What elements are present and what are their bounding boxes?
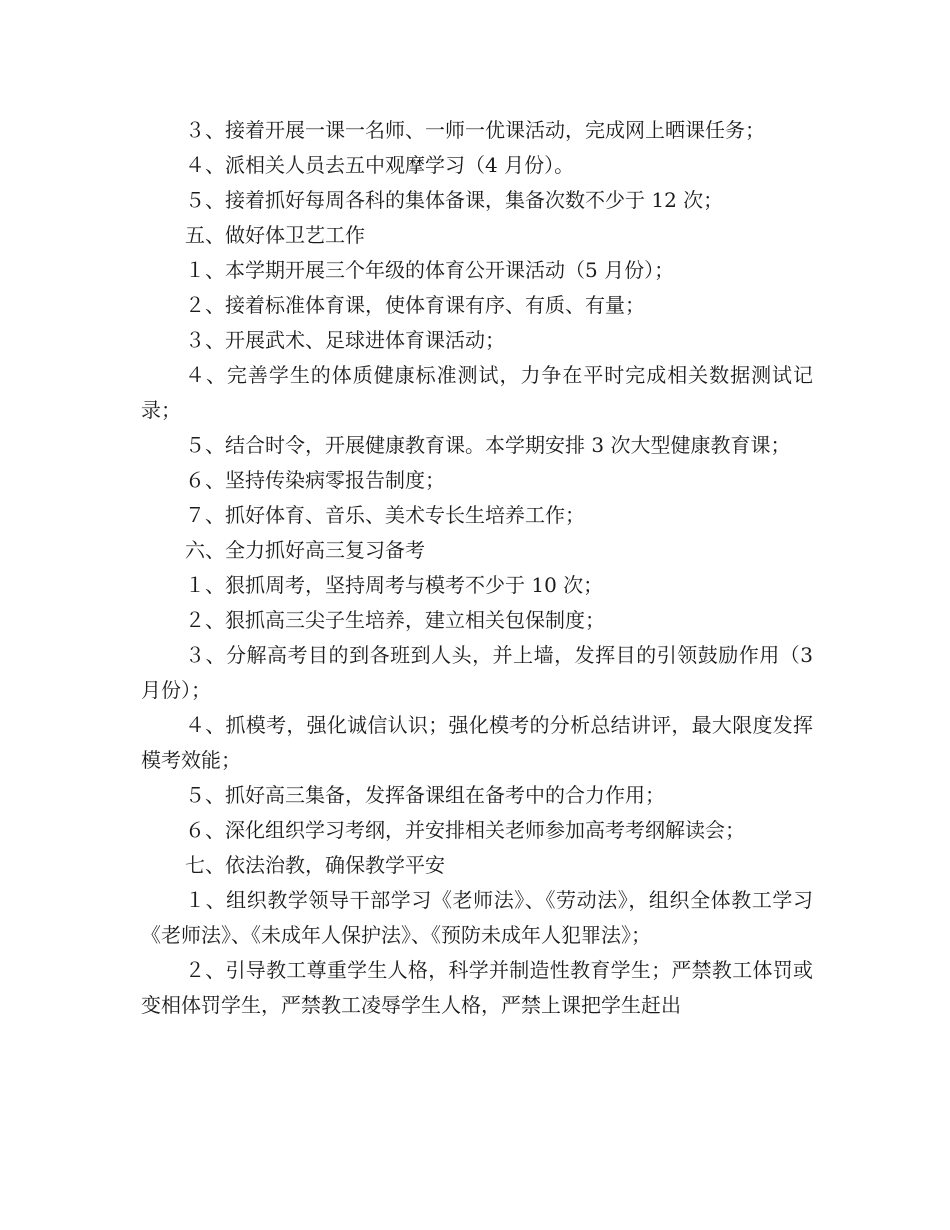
section-heading-6: 六、全力抓好高三复习备考 bbox=[185, 538, 425, 562]
paragraph-5: １、本学期开展三个年级的体育公开课活动（5 月份）； bbox=[185, 258, 675, 282]
paragraph-15: ３、分解高考目的到各班到人头，并上墙，发挥目的引领鼓励作用（3 月份）； bbox=[141, 643, 813, 702]
paragraph-13: １、狠抓周考，坚持周考与模考不少于 10 次； bbox=[185, 573, 604, 597]
paragraph-2: ４、派相关人员去五中观摩学习（4 月份）。 bbox=[185, 153, 575, 177]
section-heading-5: 五、做好体卫艺工作 bbox=[185, 223, 365, 247]
paragraph-17: ５、抓好高三集备，发挥备课组在备考中的合力作用； bbox=[185, 783, 665, 807]
paragraph-8: ４、完善学生的体质健康标准测试，力争在平时完成相关数据测试记录； bbox=[141, 363, 813, 422]
paragraph-18: ６、深化组织学习考纲，并安排相关老师参加高考考纲解读会； bbox=[185, 818, 745, 842]
paragraph-21: ２、引导教工尊重学生人格，科学并制造性教育学生；严禁教工体罚或变相体罚学生，严禁教工凌辱学生人格，严禁上课把学生赶出 bbox=[141, 958, 813, 1017]
paragraph-1: ３、接着开展一课一名师、一师一优课活动，完成网上晒课任务； bbox=[185, 118, 765, 142]
paragraph-14: ２、狠抓高三尖子生培养，建立相关包保制度； bbox=[185, 608, 605, 632]
paragraph-9: ５、结合时令，开展健康教育课。本学期安排 3 次大型健康教育课； bbox=[185, 433, 791, 457]
paragraph-20: １、组织教学领导干部学习《老师法》、《劳动法》，组织全体教工学习《老师法》、《未成年人保护法》、《预防未成年人犯罪法》； bbox=[141, 888, 813, 947]
paragraph-10: ６、坚持传染病零报告制度； bbox=[185, 468, 445, 492]
paragraph-3: ５、接着抓好每周各科的集体备课，集备次数不少于 12 次； bbox=[185, 188, 724, 212]
paragraph-6: ２、接着标准体育课，使体育课有序、有质、有量； bbox=[185, 293, 645, 317]
section-heading-7: 七、依法治教，确保教学平安 bbox=[185, 853, 445, 877]
paragraph-7: ３、开展武术、足球进体育课活动； bbox=[185, 328, 505, 352]
paragraph-11: ７、抓好体育、音乐、美术专长生培养工作； bbox=[185, 503, 585, 527]
paragraph-16: ４、抓模考，强化诚信认识；强化模考的分析总结讲评，最大限度发挥模考效能； bbox=[141, 713, 813, 772]
document-body bbox=[141, 113, 813, 1023]
